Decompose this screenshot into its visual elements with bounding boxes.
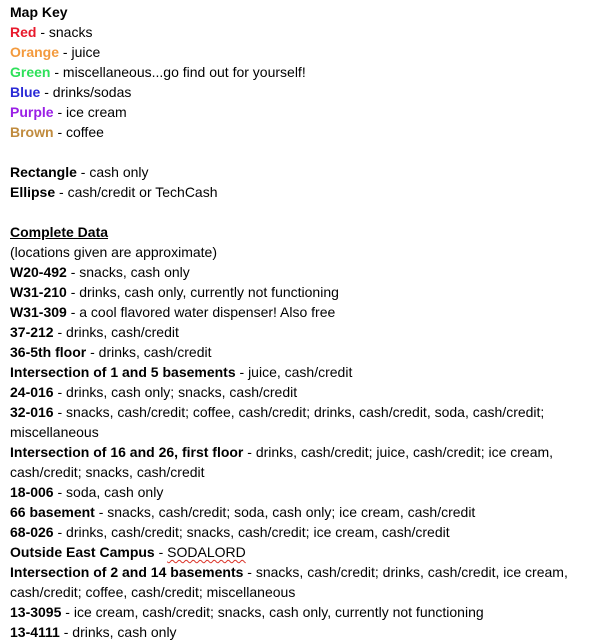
entry-description: - drinks, cash/credit; snacks, cash/credit; ice cream, cash/credit: [53, 524, 450, 540]
entry-location: 13-3095: [10, 604, 62, 620]
entry-location: 37-212: [10, 324, 54, 340]
list-item: [10, 482, 611, 502]
key-color-name: Green: [10, 64, 51, 80]
list-item: [10, 622, 611, 642]
key-color-name: Purple: [10, 104, 54, 120]
entry-description: - drinks, cash/credit: [86, 344, 212, 360]
key-red: [10, 22, 611, 42]
list-item: [10, 542, 611, 562]
list-item: [10, 522, 611, 542]
spacer: [10, 142, 611, 162]
entry-location: 68-026: [10, 524, 54, 540]
key-ellipse: [10, 182, 611, 202]
list-item: [10, 602, 611, 622]
entry-location: 66 basement: [10, 504, 95, 520]
list-item: [10, 382, 611, 402]
list-item: [10, 442, 611, 482]
key-blue: [10, 82, 611, 102]
list-item: [10, 262, 611, 282]
entry-location: 13-4111: [10, 624, 60, 640]
key-color-desc: - drinks/sodas: [40, 84, 132, 100]
entry-description: - drinks, cash/credit; juice, cash/credit; ice cream, cash/credit; snacks, cash/credit: [10, 444, 554, 480]
list-item: [10, 402, 611, 442]
key-color-desc: - snacks: [36, 24, 93, 40]
list-item: [10, 322, 611, 342]
key-green: [10, 62, 611, 82]
entry-location: Intersection of 2 and 14 basements: [10, 564, 244, 580]
entry-location: W31-309: [10, 304, 67, 320]
complete-data-title: Complete Data: [10, 224, 109, 240]
entry-list: [10, 262, 611, 642]
entry-description: - drinks, cash/credit: [53, 324, 179, 340]
key-color-desc: - ice cream: [53, 104, 127, 120]
entry-location: Intersection of 1 and 5 basements: [10, 364, 236, 380]
key-brown: [10, 122, 611, 142]
entry-description: - snacks, cash/credit; drinks, cash/credit, ice cream, cash/credit; coffee, cash/credit; miscellaneous: [10, 564, 568, 600]
entry-location: Outside East Campus: [10, 544, 155, 560]
key-shape-name: Ellipse: [10, 184, 56, 200]
list-item: [10, 562, 611, 602]
entry-description: - soda, cash only: [53, 484, 164, 500]
complete-data-note: (locations given are approximate): [10, 244, 217, 260]
key-color-desc: - juice: [59, 44, 101, 60]
list-item: [10, 302, 611, 322]
key-color-name: Brown: [10, 124, 54, 140]
entry-description: - snacks, cash only: [66, 264, 190, 280]
list-item: [10, 502, 611, 522]
key-color-name: Blue: [10, 84, 41, 100]
entry-description: - ice cream, cash/credit; snacks, cash only, currently not functioning: [61, 604, 484, 620]
key-shape-desc: - cash only: [76, 164, 149, 180]
entry-location: 32-016: [10, 404, 54, 420]
entry-description: - juice, cash/credit: [235, 364, 353, 380]
list-item: [10, 362, 611, 382]
entry-description: - drinks, cash only, currently not functioning: [66, 284, 339, 300]
key-orange: [10, 42, 611, 62]
entry-location: W20-492: [10, 264, 67, 280]
entry-description: -: [154, 544, 168, 560]
entry-location: 36-5th floor: [10, 344, 87, 360]
key-shape-name: Rectangle: [10, 164, 77, 180]
entry-description: - snacks, cash/credit; coffee, cash/credit; drinks, cash/credit, soda, cash/credit; miscellaneous: [10, 404, 545, 440]
key-color-name: Red: [10, 24, 37, 40]
entry-location: Intersection of 16 and 26, first floor: [10, 444, 244, 460]
key-purple: [10, 102, 611, 122]
spacer: [10, 202, 611, 222]
entry-description: - drinks, cash only: [59, 624, 177, 640]
map-key-title: Map Key: [10, 4, 68, 20]
spellcheck-word: SODALORD: [167, 544, 246, 560]
entry-location: 24-016: [10, 384, 54, 400]
key-color-desc: - coffee: [53, 124, 104, 140]
list-item: [10, 342, 611, 362]
entry-description: - snacks, cash/credit; soda, cash only; ice cream, cash/credit: [94, 504, 476, 520]
key-color-name: Orange: [10, 44, 60, 60]
key-color-desc: - miscellaneous...go find out for yourself!: [50, 64, 306, 80]
entry-description: - a cool flavored water dispenser! Also free: [66, 304, 336, 320]
list-item: [10, 282, 611, 302]
entry-description: - drinks, cash only; snacks, cash/credit: [53, 384, 298, 400]
entry-location: 18-006: [10, 484, 54, 500]
key-rectangle: [10, 162, 611, 182]
entry-location: W31-210: [10, 284, 67, 300]
key-shape-desc: - cash/credit or TechCash: [55, 184, 218, 200]
